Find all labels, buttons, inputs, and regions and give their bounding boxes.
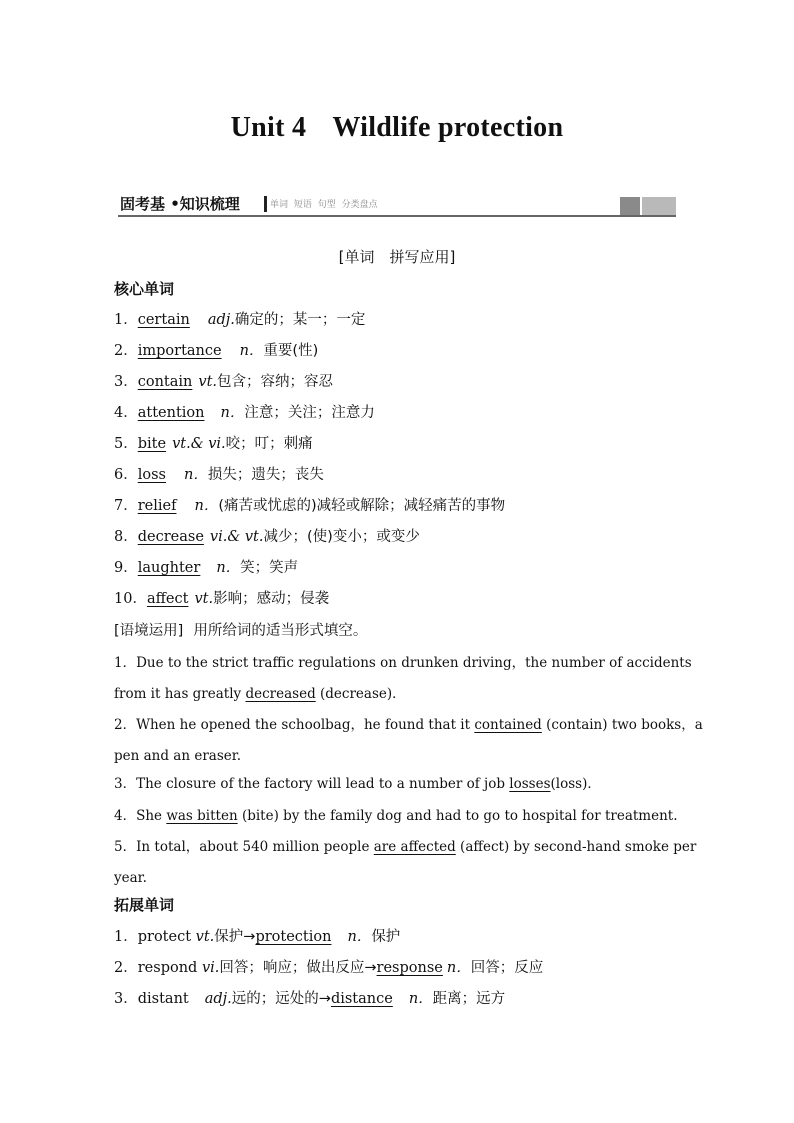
core-item: 1．certain adj.确定的；某一；一定 [114, 312, 366, 328]
context-item-cont: year. [114, 870, 147, 886]
header-main: 固考基 •知识梳理 [120, 195, 240, 213]
core-item: 3．contain vt.包含；容纳；容忍 [114, 374, 334, 390]
context-answer: are affected [373, 839, 456, 855]
context-item: 4．She was bitten (bite) by the family dog and had to go to hospital for treatment. [114, 808, 678, 824]
core-word: importance [137, 343, 222, 359]
context-item-cont: from it has greatly decreased (decrease)． [114, 686, 406, 702]
context-answer: was bitten [166, 808, 238, 824]
core-word: contain [137, 374, 193, 390]
core-item: 7．relief n．(痛苦或忧虑的)减轻或解除；减轻痛苦的事物 [114, 498, 506, 514]
header-divider [264, 196, 267, 212]
core-item: 4．attention n．注意；关注；注意力 [114, 405, 375, 421]
header-sub: 单词 短语 句型 分类盘点 [270, 200, 378, 210]
context-item: 1．Due to the strict traffic regulations on drunken driving，the number of accidents [114, 655, 692, 671]
ext-word: protection [255, 929, 332, 945]
header-rule [118, 215, 676, 217]
core-item: 5．bite vt.& vi.咬；叮；刺痛 [114, 436, 313, 452]
context-answer: losses [509, 776, 551, 792]
ext-word: response [376, 960, 443, 976]
core-word: certain [137, 312, 190, 328]
context-heading: [语境运用] [114, 623, 184, 639]
context-item-cont: pen and an eraser. [114, 748, 241, 764]
ext-word: distance [330, 991, 393, 1007]
context-item: 3．The closure of the factory will lead to a number of job losses(loss)． [114, 776, 601, 792]
header-block-light [642, 197, 676, 215]
context-answer: contained [474, 717, 542, 733]
header-block-dark [620, 197, 640, 215]
ext-heading: 拓展单词 [114, 896, 175, 914]
core-heading: 核心单词 [114, 280, 175, 298]
context-item: 5．In total，about 540 million people are affected (affect) by second-hand smoke per [114, 839, 697, 855]
ext-item: 1．protect vt.保护→protection n．保护 [114, 929, 401, 945]
core-item: 10．affect vt.影响；感动；侵袭 [114, 591, 330, 607]
core-item: 2．importance n．重要(性) [114, 343, 319, 359]
section-title: [单词 拼写应用] [338, 248, 456, 266]
context-heading-line [114, 621, 367, 641]
core-item: 9．laughter n．笑；笑声 [114, 560, 299, 576]
section-header-bar [118, 193, 676, 217]
core-word: attention [137, 405, 205, 421]
context-item: 2．When he opened the schoolbag，he found that it contained (contain) two books，a [114, 717, 703, 733]
core-word: laughter [137, 560, 201, 576]
core-word: bite [137, 436, 167, 452]
unit-label: Unit 4 [230, 112, 307, 143]
core-word: decrease [137, 529, 204, 545]
core-item: 6．loss n．损失；遗失；丧失 [114, 467, 324, 483]
core-word: relief [137, 498, 177, 514]
page-title [0, 112, 794, 144]
ext-item: 2．respond vi.回答；响应；做出反应→response n．回答；反应 [114, 960, 544, 976]
core-word: loss [137, 467, 166, 483]
core-item: 8．decrease vi.& vt.减少；(使)变小；或变少 [114, 529, 420, 545]
unit-name: Wildlife protection [332, 112, 564, 143]
core-word: affect [146, 591, 189, 607]
ext-item: 3．distant adj.远的；远处的→distance n．距离；远方 [114, 991, 506, 1007]
context-answer: decreased [245, 686, 316, 702]
context-instruction: 用所给词的适当形式填空。 [193, 623, 368, 639]
